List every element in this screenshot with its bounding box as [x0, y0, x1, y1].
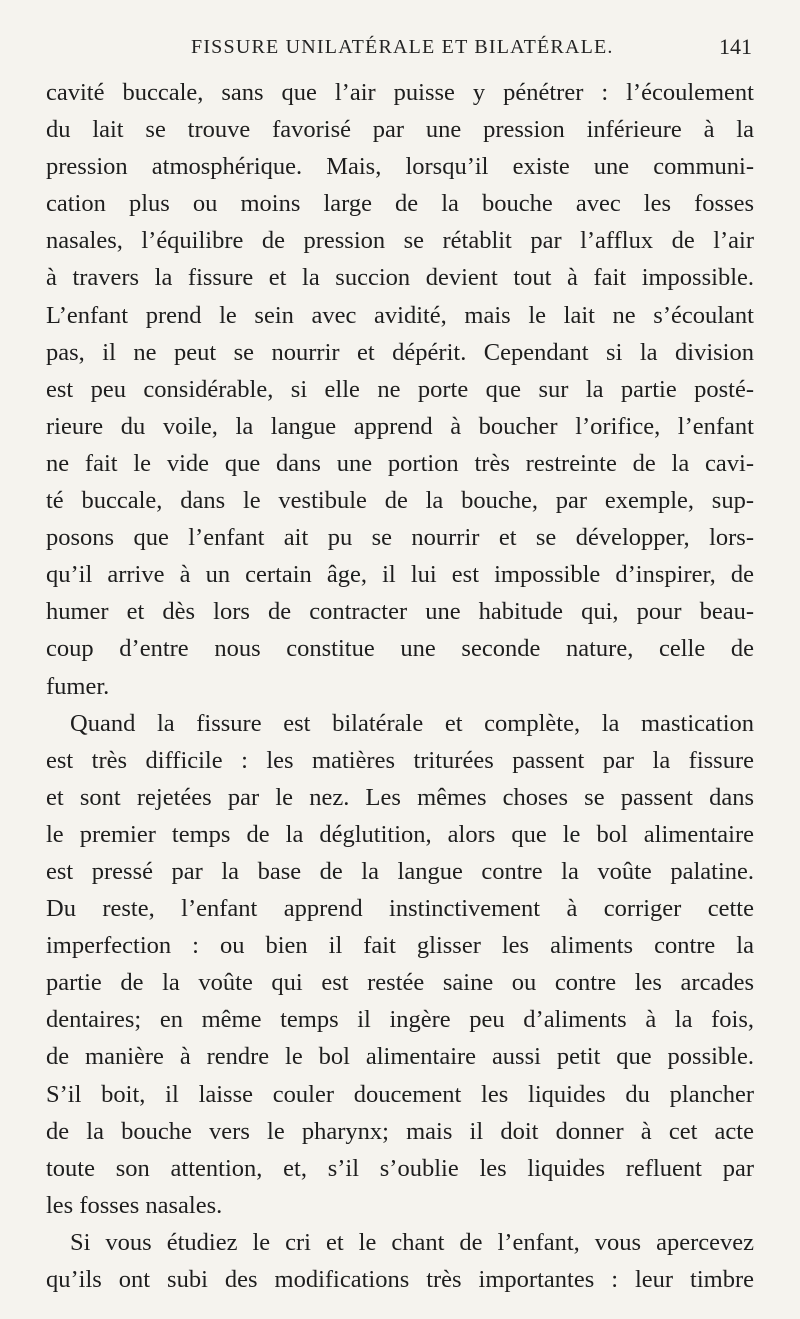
text-line: cation plus ou moins large de la bouche avec les fosses [46, 190, 754, 218]
text-line: dentaires; en même temps il ingère peu d’aliments à la fois, [46, 1006, 754, 1034]
running-head [46, 36, 754, 64]
text-line: imperfection : ou bien il fait glisser les aliments contre la [46, 932, 754, 960]
text-line: Quand la fissure est bilatérale et complète, la mastication [70, 709, 754, 737]
text-line: pas, il ne peut se nourrir et dépérit. Cependant si la division [46, 338, 754, 366]
page-number: 141 [719, 34, 752, 59]
running-title: FISSURE UNILATÉRALE ET BILATÉRALE. [191, 36, 614, 58]
text-line: L’enfant prend le sein avec avidité, mais le lait ne s’écoulant [46, 301, 754, 329]
text-line: de manière à rendre le bol alimentaire aussi petit que possible. [46, 1043, 754, 1071]
text-line: qu’ils ont subi des modifications très importantes : leur timbre [46, 1266, 754, 1293]
text-line: humer et dès lors de contracter une habitude qui, pour beau- [46, 598, 754, 626]
text-line: cavité buccale, sans que l’air puisse y pénétrer : l’écoulement [46, 79, 754, 106]
text-line: rieure du voile, la langue apprend à boucher l’orifice, l’enfant [46, 412, 754, 440]
text-line: pression atmosphérique. Mais, lorsqu’il existe une communi- [46, 153, 754, 181]
text-line: partie de la voûte qui est restée saine ou contre les arcades [46, 969, 754, 997]
text-line: est peu considérable, si elle ne porte que sur la partie posté- [46, 375, 754, 403]
text-line: posons que l’enfant ait pu se nourrir et se développer, lors- [46, 524, 754, 552]
text-line: Si vous étudiez le cri et le chant de l’enfant, vous apercevez [70, 1228, 754, 1256]
paragraph [46, 705, 754, 1224]
text-line: du lait se trouve favorisé par une pression inférieure à la [46, 116, 754, 144]
text-line: toute son attention, et, s’il s’oublie les liquides refluent par [46, 1154, 754, 1182]
text-line: à travers la fissure et la succion devient tout à fait impossible. [46, 264, 754, 292]
text-line: est pressé par la base de la langue contre la voûte palatine. [46, 857, 754, 885]
body-text [46, 74, 754, 1298]
text-line: té buccale, dans le vestibule de la bouche, par exemple, sup- [46, 487, 754, 515]
text-line: S’il boit, il laisse couler doucement les liquides du plancher [46, 1080, 754, 1108]
text-line: le premier temps de la déglutition, alors que le bol alimentaire [46, 820, 754, 848]
text-line: nasales, l’équilibre de pression se rétablit par l’afflux de l’air [46, 227, 754, 255]
text-line: et sont rejetées par le nez. Les mêmes choses se passent dans [46, 783, 754, 811]
text-line: est très difficile : les matières triturées passent par la fissure [46, 746, 754, 774]
text-line: fumer. [46, 672, 110, 700]
text-line: qu’il arrive à un certain âge, il lui est impossible d’inspirer, de [46, 561, 754, 589]
text-line: les fosses nasales. [46, 1191, 223, 1219]
paragraph [46, 1224, 754, 1298]
text-line: ne fait le vide que dans une portion très restreinte de la cavi- [46, 449, 754, 477]
text-line: de la bouche vers le pharynx; mais il doit donner à cet acte [46, 1117, 754, 1145]
paragraph [46, 74, 754, 705]
text-line: Du reste, l’enfant apprend instinctivement à corriger cette [46, 895, 754, 923]
text-line: coup d’entre nous constitue une seconde nature, celle de [46, 635, 754, 663]
